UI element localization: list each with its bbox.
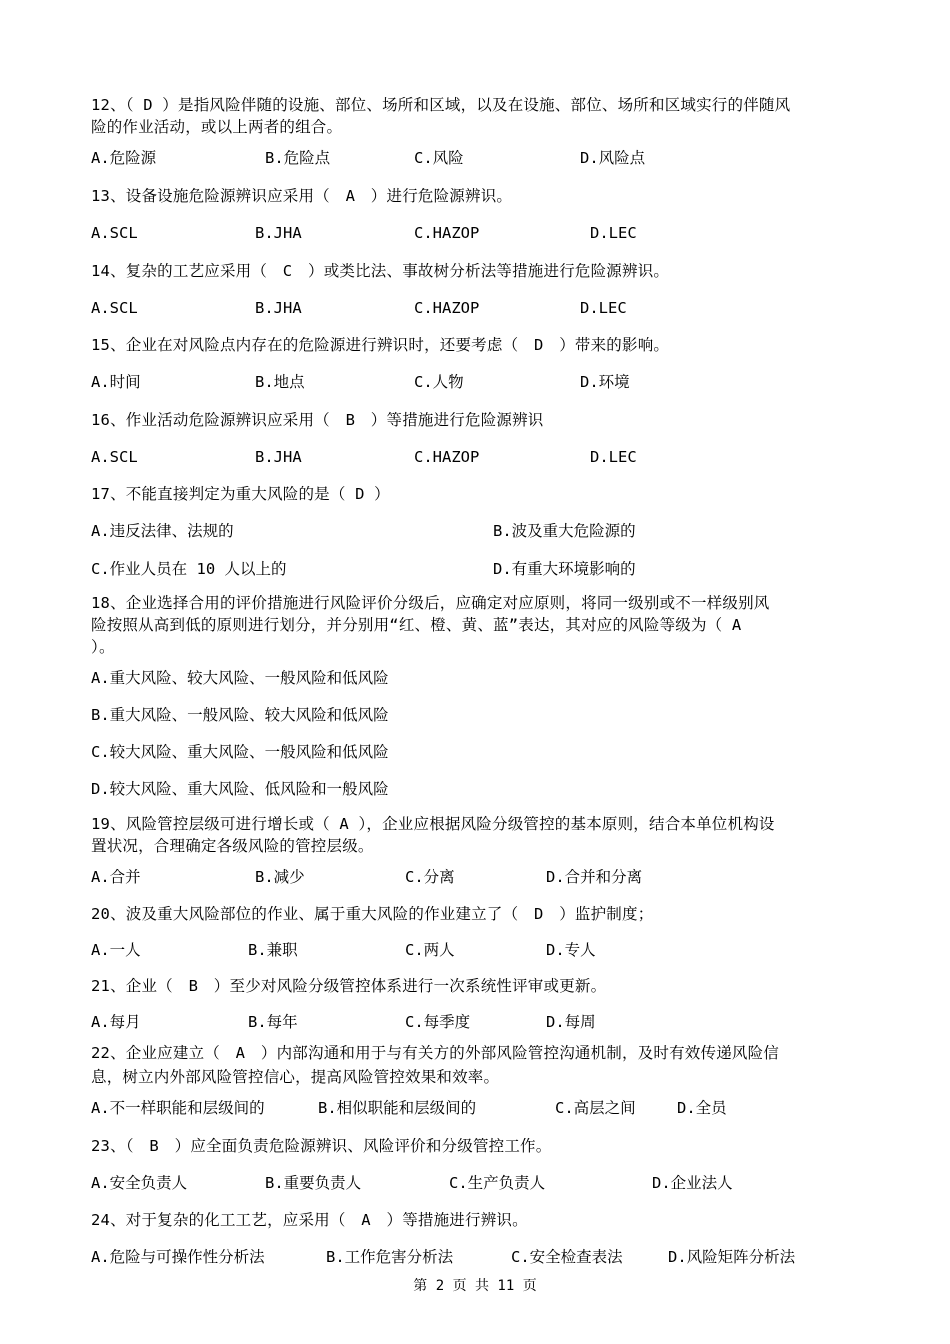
question-19-line-1: 19、风险管控层级可进行增长或（ A ），企业应根据风险分级管控的基本原则，结合本单位机构设 <box>91 815 775 833</box>
question-17-option-b: B.波及重大危险源的 <box>493 522 636 540</box>
question-19-line-2: 置状况，合理确定各级风险的管控层级。 <box>91 837 374 855</box>
question-19-option-a: A.合并 <box>91 868 141 886</box>
question-23-option-a: A.安全负责人 <box>91 1174 188 1192</box>
question-13-option-c: C.HAZOP <box>414 224 480 242</box>
question-19-option-d: D.合并和分离 <box>546 868 643 886</box>
question-12-line-2: 险的作业活动，或以上两者的组合。 <box>91 118 343 136</box>
question-24-option-a: A.危险与可操作性分析法 <box>91 1248 265 1266</box>
question-16-option-d: D.LEC <box>590 448 637 466</box>
question-18-line-3: ）。 <box>91 638 115 656</box>
question-15-option-a: A.时间 <box>91 373 141 391</box>
question-12-option-b: B.危险点 <box>265 149 331 167</box>
question-21-option-b: B.每年 <box>248 1013 298 1031</box>
question-15-option-c: C.人物 <box>414 373 464 391</box>
question-14-option-b: B.JHA <box>255 299 302 317</box>
question-12-option-d: D.风险点 <box>580 149 646 167</box>
question-20-option-d: D.专人 <box>546 941 596 959</box>
question-14-option-c: C.HAZOP <box>414 299 480 317</box>
question-20-option-c: C.两人 <box>405 941 455 959</box>
question-20-option-b: B.兼职 <box>248 941 298 959</box>
question-16-option-c: C.HAZOP <box>414 448 480 466</box>
question-14-line-1: 14、复杂的工艺应采用（ C ）或类比法、事故树分析法等措施进行危险源辨识。 <box>91 262 670 280</box>
question-15-option-b: B.地点 <box>255 373 305 391</box>
question-21-line-1: 21、企业（ B ）至少对风险分级管控体系进行一次系统性评审或更新。 <box>91 977 607 995</box>
question-21-option-d: D.每周 <box>546 1013 596 1031</box>
question-23-option-c: C.生产负责人 <box>449 1174 546 1192</box>
question-22-line-1: 22、企业应建立（ A ）内部沟通和用于与有关方的外部风险管控沟通机制，及时有效传递风险信 <box>91 1044 779 1062</box>
question-18-option-d: D.较大风险、重大风险、低风险和一般风险 <box>91 780 389 798</box>
question-17-option-d: D.有重大环境影响的 <box>493 560 636 578</box>
question-15-line-1: 15、企业在对风险点内存在的危险源进行辨识时，还要考虑（ D ）带来的影响。 <box>91 336 670 354</box>
question-18-option-a: A.重大风险、较大风险、一般风险和低风险 <box>91 669 389 687</box>
question-24-option-d: D.风险矩阵分析法 <box>668 1248 796 1266</box>
question-12-option-c: C.风险 <box>414 149 464 167</box>
question-21-option-c: C.每季度 <box>405 1013 471 1031</box>
question-22-option-c: C.高层之间 <box>555 1099 636 1117</box>
question-16-line-1: 16、作业活动危险源辨识应采用（ B ）等措施进行危险源辨识 <box>91 411 544 429</box>
question-16-option-b: B.JHA <box>255 448 302 466</box>
question-13-line-1: 13、设备设施危险源辨识应采用（ A ）进行危险源辨识。 <box>91 187 513 205</box>
question-18-option-c: C.较大风险、重大风险、一般风险和低风险 <box>91 743 389 761</box>
question-14-option-d: D.LEC <box>580 299 627 317</box>
question-12-option-a: A.危险源 <box>91 149 157 167</box>
question-21-option-a: A.每月 <box>91 1013 141 1031</box>
question-16-option-a: A.SCL <box>91 448 138 466</box>
question-22-option-a: A.不一样职能和层级间的 <box>91 1099 265 1117</box>
question-13-option-b: B.JHA <box>255 224 302 242</box>
question-20-option-a: A.一人 <box>91 941 141 959</box>
question-18-line-2: 险按照从高到低的原则进行划分，并分别用“红、橙、黄、蓝”表达，其对应的风险等级为（ A <box>91 616 742 634</box>
question-18-option-b: B.重大风险、一般风险、较大风险和低风险 <box>91 706 389 724</box>
question-22-option-b: B.相似职能和层级间的 <box>318 1099 477 1117</box>
question-17-option-a: A.违反法律、法规的 <box>91 522 234 540</box>
page-number-footer: 第 2 页 共 11 页 <box>413 1278 537 1294</box>
question-13-option-a: A.SCL <box>91 224 138 242</box>
question-24-option-b: B.工作危害分析法 <box>326 1248 454 1266</box>
question-22-line-2: 息，树立内外部风险管控信心，提高风险管控效果和效率。 <box>91 1068 500 1086</box>
question-12-line-1: 12、（ D ）是指风险伴随的设施、部位、场所和区域，以及在设施、部位、场所和区域实行的伴随风 <box>91 96 791 114</box>
question-22-option-d: D.全员 <box>677 1099 727 1117</box>
question-19-option-c: C.分离 <box>405 868 455 886</box>
question-24-option-c: C.安全检查表法 <box>511 1248 623 1266</box>
question-14-option-a: A.SCL <box>91 299 138 317</box>
question-13-option-d: D.LEC <box>590 224 637 242</box>
question-19-option-b: B.减少 <box>255 868 305 886</box>
question-15-option-d: D.环境 <box>580 373 630 391</box>
question-17-option-c: C.作业人员在 10 人以上的 <box>91 560 287 578</box>
question-24-line-1: 24、对于复杂的化工工艺，应采用（ A ）等措施进行辨识。 <box>91 1211 528 1229</box>
question-20-line-1: 20、波及重大风险部位的作业、属于重大风险的作业建立了（ D ）监护制度； <box>91 905 654 923</box>
question-23-option-d: D.企业法人 <box>652 1174 733 1192</box>
question-17-line-1: 17、不能直接判定为重大风险的是（ D ） <box>91 485 390 503</box>
question-23-line-1: 23、（ B ）应全面负责危险源辨识、风险评价和分级管控工作。 <box>91 1137 552 1155</box>
question-18-line-1: 18、企业选择合用的评价措施进行风险评价分级后，应确定对应原则，将同一级别或不一样级别风 <box>91 594 770 612</box>
question-23-option-b: B.重要负责人 <box>265 1174 362 1192</box>
